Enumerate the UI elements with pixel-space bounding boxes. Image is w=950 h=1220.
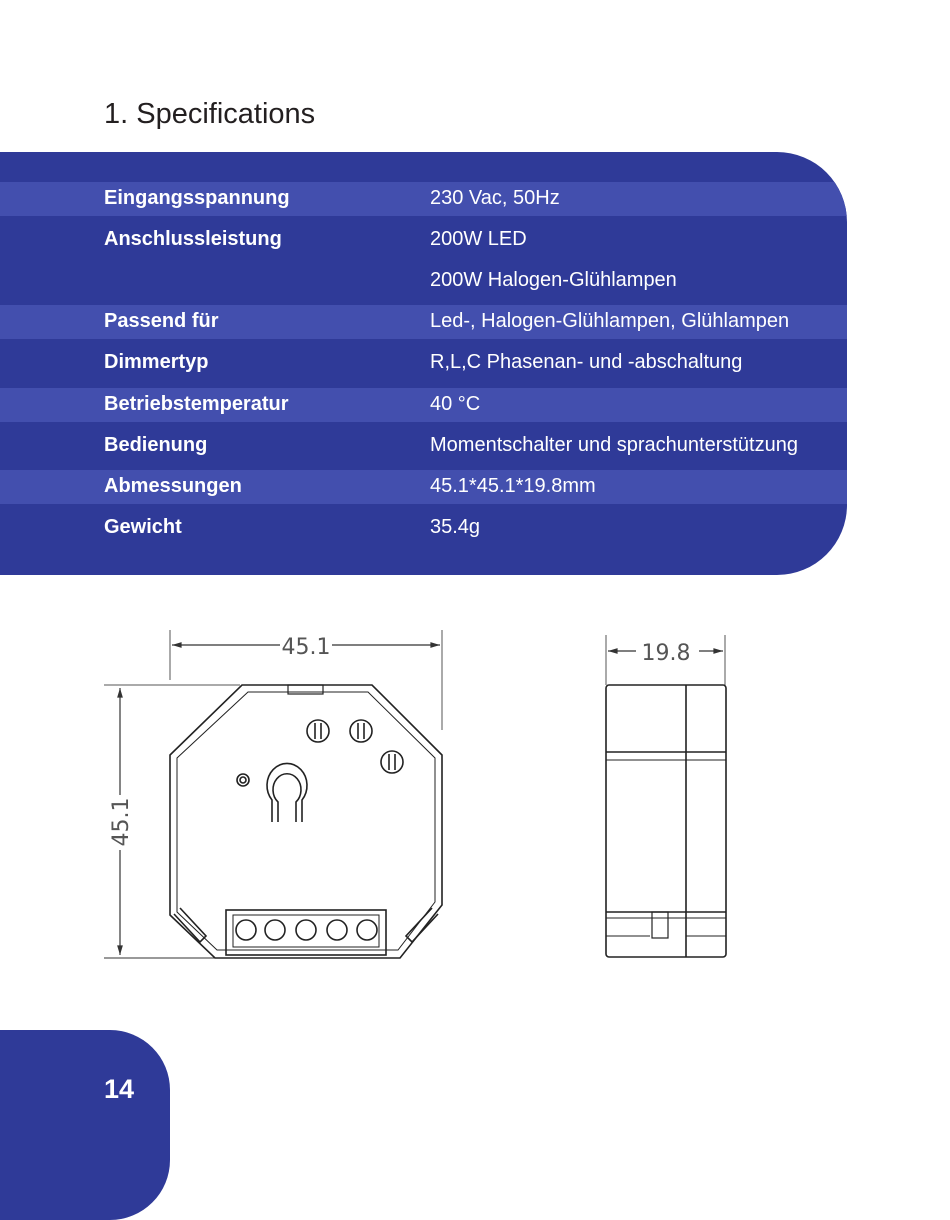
spec-row	[0, 264, 847, 298]
spec-label: Passend für	[104, 310, 219, 332]
spec-row	[0, 346, 847, 380]
spec-label: Dimmertyp	[104, 351, 209, 373]
spec-row	[0, 305, 847, 339]
side-depth-dimension	[606, 635, 725, 685]
spec-label: Betriebstemperatur	[104, 393, 289, 415]
page-number-tab	[0, 1030, 170, 1220]
spec-value: 45.1*45.1*19.8mm	[430, 475, 596, 497]
spec-label: Abmessungen	[104, 475, 242, 497]
spec-value: 230 Vac, 50Hz	[430, 187, 560, 209]
side-view	[606, 685, 726, 957]
spec-value: R,L,C Phasenan- und -abschaltung	[430, 351, 743, 373]
spec-row	[0, 511, 847, 545]
spec-row	[0, 470, 847, 504]
spec-value: 35.4g	[430, 516, 481, 538]
spec-row	[0, 388, 847, 422]
spec-row	[0, 182, 847, 216]
page-number: 14	[104, 1074, 135, 1104]
front-height-label: 45.1	[109, 797, 134, 847]
side-depth-label: 19.8	[641, 641, 691, 666]
spec-value: Momentschalter und sprachunterstützung	[430, 434, 798, 456]
dimension-drawing	[0, 600, 950, 980]
page-title: 1. Specifications	[104, 98, 316, 130]
spec-value: Led-, Halogen-Glühlampen, Glühlampen	[430, 310, 790, 332]
front-view	[170, 685, 442, 958]
spec-row	[0, 429, 847, 463]
specifications-table	[0, 152, 847, 575]
spec-row	[0, 223, 847, 257]
spec-label: Bedienung	[104, 434, 208, 456]
front-width-label: 45.1	[281, 635, 331, 660]
spec-value: 200W LED	[430, 228, 527, 250]
spec-label: Anschlussleistung	[104, 228, 282, 250]
spec-label: Gewicht	[104, 516, 182, 538]
spec-value: 200W Halogen-Glühlampen	[430, 269, 677, 291]
spec-label: Eingangsspannung	[104, 187, 290, 209]
spec-value: 40 °C	[430, 393, 481, 415]
